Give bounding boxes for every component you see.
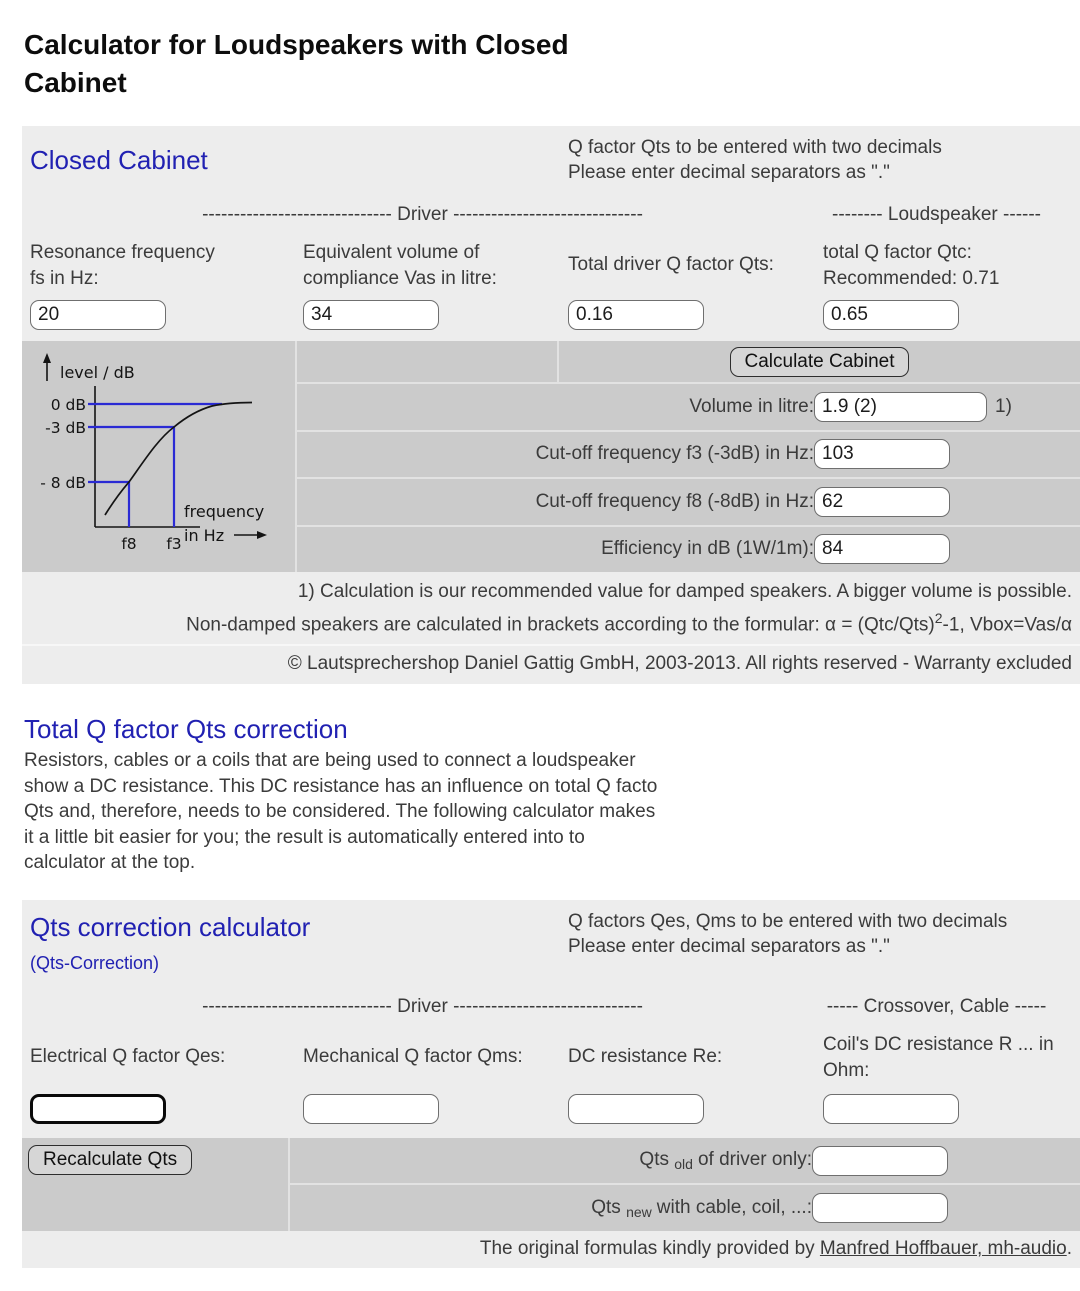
f3-row <box>297 430 1080 478</box>
volume-row <box>297 382 1080 430</box>
note-line-2: Please enter decimal separators as "." <box>568 162 890 183</box>
label-0db: 0 dB <box>50 396 86 414</box>
diagram-xlabel-2: in Hz <box>184 526 225 545</box>
coil-resistance-label: Coil's DC resistance R ... in Ohm: <box>823 1033 1054 1081</box>
footnotes-section <box>22 572 1080 684</box>
footer-text: The original formulas kindly provided by <box>479 1237 820 1259</box>
driver-divider-2: ------------------------------ Driver ------------------------------ <box>202 995 643 1017</box>
driver-divider: ------------------------------ Driver ------------------------------ <box>202 204 643 225</box>
qts-input[interactable] <box>568 300 704 330</box>
qts-new-row <box>290 1183 1080 1231</box>
qts-new-input[interactable] <box>812 1193 948 1223</box>
loudspeaker-divider: -------- Loudspeaker ------ <box>832 204 1041 225</box>
cabinet-results-table <box>22 341 1080 572</box>
re-label: DC resistance Re: <box>568 1045 723 1067</box>
qts-correction-heading: Total Q factor Qts correction <box>24 714 348 745</box>
qes-label: Electrical Q factor Qes: <box>30 1045 226 1067</box>
efficiency-input[interactable] <box>814 534 950 564</box>
re-input[interactable] <box>568 1094 704 1124</box>
f8-input[interactable] <box>814 487 950 517</box>
fs-input[interactable] <box>30 300 166 330</box>
qts-old-label: Qts $_{old}$ of driver only: <box>639 1149 812 1173</box>
volume-input[interactable] <box>814 392 987 422</box>
right-arrow-icon <box>234 531 267 539</box>
qts-entry-note <box>560 126 1080 200</box>
page-title: Calculator for Loudspeakers with Closed Cabinet <box>24 29 569 98</box>
f3-label: Cut-off frequency f3 (-3dB) in Hz: <box>535 443 814 465</box>
qts-calculator-heading: Qts correction calculator <box>30 911 311 942</box>
footer: The original formulas kindly provided by Manfred Hoffbauer, mh-audio. <box>22 1231 1080 1268</box>
qts-correction-description: Resistors, cables or a coils that are being used to connect a loudspeaker show a DC resistance. This DC resistance has an influence on total Q facto Qts and, therefore, needs to be considered. The following calculator makes it a little bit easier for you; the result is automatically entered into to calculator at the top. <box>24 750 658 874</box>
recalculate-table <box>22 1138 1080 1231</box>
qes-input[interactable] <box>30 1094 166 1124</box>
diagram-xlabel-1: frequency <box>184 502 265 521</box>
vas-input[interactable] <box>303 300 439 330</box>
calculate-cabinet-button[interactable]: Calculate Cabinet <box>730 347 910 377</box>
qms-label: Mechanical Q factor Qms: <box>303 1045 523 1067</box>
f8-row <box>297 477 1080 525</box>
label-f8: f8 <box>121 535 137 553</box>
recalculate-qts-button[interactable]: Recalculate Qts <box>28 1145 192 1175</box>
qtc-input[interactable] <box>823 300 959 330</box>
qts-old-row <box>290 1138 1080 1184</box>
label-3db: -3 dB <box>45 419 86 437</box>
volume-label: Volume in litre: <box>689 395 814 417</box>
qts-new-label: Qts $_{new}$ with cable, coil, ...: <box>591 1196 812 1220</box>
qtc-label: total Q factor Qtc: Recommended: 0.71 <box>823 242 1000 289</box>
note-line-1: Q factor Qts to be entered with two decimals <box>568 137 942 158</box>
up-arrow-icon <box>43 353 51 381</box>
label-8db: - 8 dB <box>40 474 86 492</box>
coil-resistance-input[interactable] <box>823 1094 959 1124</box>
crossover-cable-divider: ----- Crossover, Cable ----- <box>826 995 1047 1017</box>
mh-audio-link[interactable]: Manfred Hoffbauer, mh-audio <box>819 1237 1067 1259</box>
fs-label: Resonance frequency fs in Hz: <box>30 242 215 289</box>
qts-correction-link[interactable]: (Qts-Correction) <box>30 952 160 973</box>
efficiency-label: Efficiency in dB (1W/1m): <box>601 538 814 560</box>
footnote-text: 1) Calculation is our recommended value for damped speakers. A bigger volume is possible. Non-damped speakers are calculated in brackets according to the formular: $\alpha = (Qtc/Qts)^2-1$, Vbox=Vas/α <box>186 581 1072 636</box>
f8-label: Cut-off frequency f8 (-8dB) in Hz: <box>535 490 814 512</box>
qts-old-input[interactable] <box>812 1146 948 1176</box>
qts-label: Total driver Q factor Qts: <box>568 254 774 275</box>
efficiency-row <box>297 525 1080 573</box>
diagram-ylabel: level / dB <box>60 363 135 382</box>
qes-qms-entry-note: Q factors Qes, Qms to be entered with two decimals Please enter decimal separators as "." <box>568 910 1008 957</box>
closed-cabinet-section <box>22 126 1080 341</box>
vas-label: Equivalent volume of compliance Vas in litre: <box>303 242 497 289</box>
response-curve <box>105 403 252 516</box>
volume-footnote-ref: 1) <box>995 395 1012 417</box>
f3-input[interactable] <box>814 439 950 469</box>
qms-input[interactable] <box>303 1094 439 1124</box>
qts-correction-calculator-section <box>22 900 1080 1138</box>
copyright-text: © Lautsprechershop Daniel Gattig GmbH, 2003-2013. All rights reserved - Warranty excluded <box>22 644 1080 684</box>
frequency-response-diagram <box>22 341 295 572</box>
closed-cabinet-heading: Closed Cabinet <box>30 145 208 175</box>
label-f3: f3 <box>166 535 182 553</box>
